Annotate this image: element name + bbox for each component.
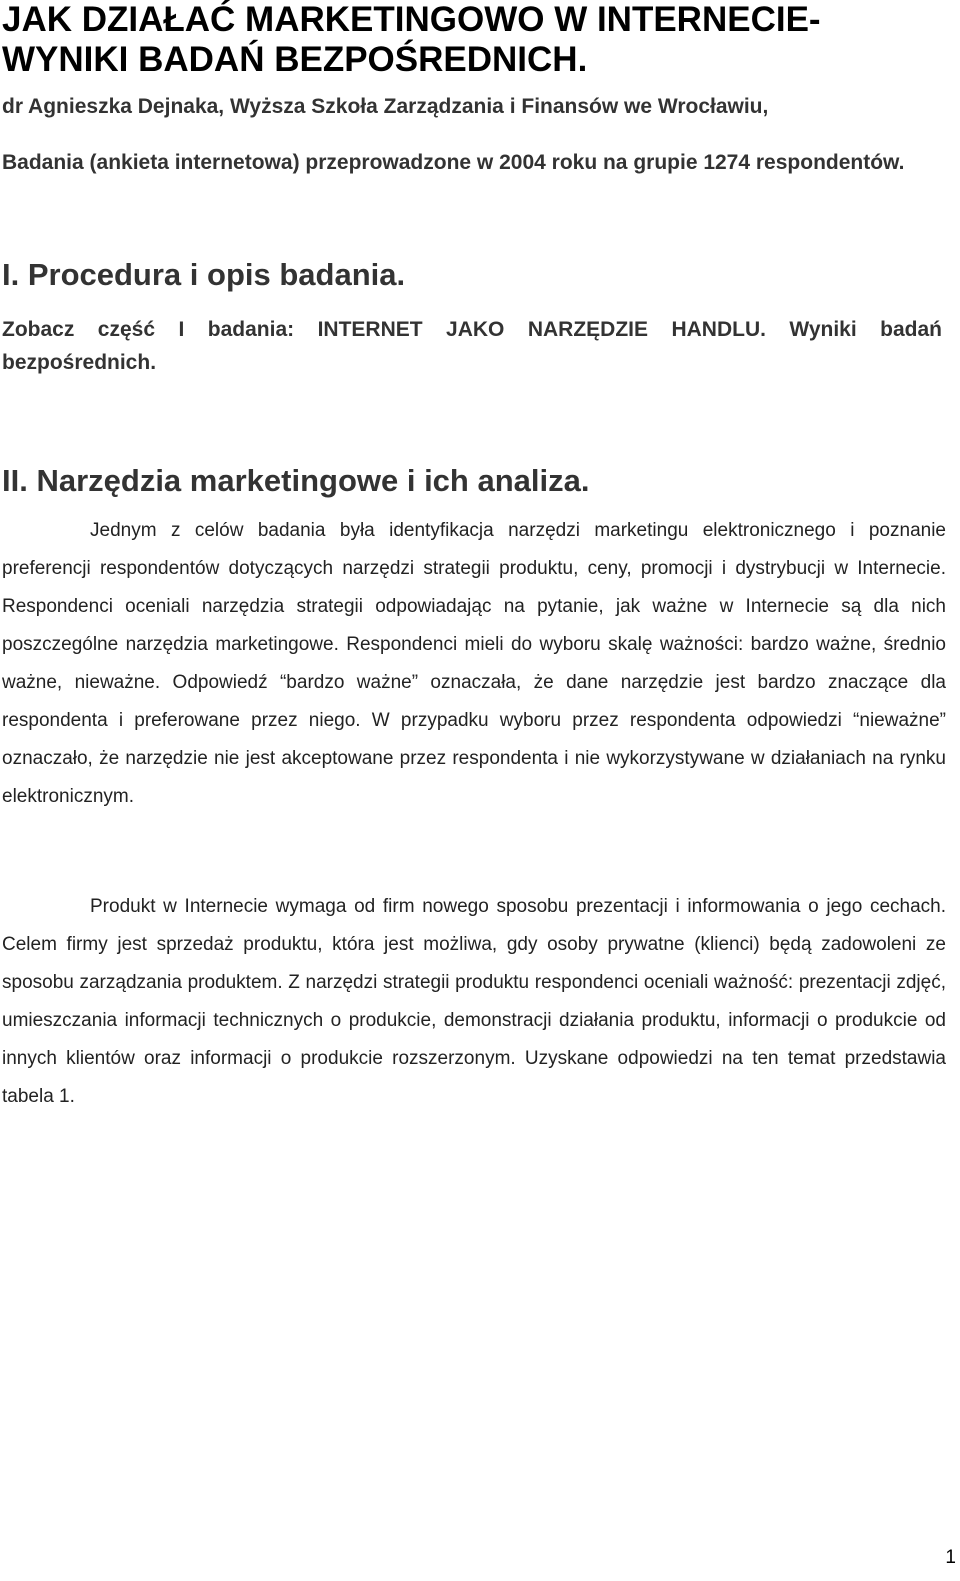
page-number: 1 [945,1547,956,1568]
see-also-note: Zobacz część I badania: INTERNET JAKO NARZĘDZIE HANDLU. Wyniki badań bezpośrednich. [2,318,942,374]
body-paragraph-1: Jednym z celów badania była identyfikacja narzędzi marketingu elektronicznego i poznanie preferencji respondentów dotyczących narzędzi strategii produktu, ceny, promocji i dystrybucji w Internecie. Respondenci oceniali narzędzia strategii odpowiadając na pytanie, jak ważne w Internecie są dla nich poszczególne narzędzia marketingowe. Respondenci mieli do wyboru skalę ważności: bardzo ważne, średnio ważne, nieważne. Odpowiedź “bardzo ważne” oznaczała, że dane narzędzie jest bardzo znaczące dla respondenta i preferowane przez niego. W przypadku wyboru przez respondenta odpowiedzi “nieważne” oznaczało, że narzędzie nie jest akceptowane przez respondenta i nie wykorzystywane w działaniach na rynku elektronicznym. [2,520,946,807]
research-note: Badania (ankieta internetowa) przeprowadzone w 2004 roku na grupie 1274 respondentów. [2,151,905,174]
section-heading-tools: II. Narzędzia marketingowe i ich analiza. [2,463,590,498]
document-title: JAK DZIAŁAĆ MARKETINGOWO W INTERNECIE- WYNIKI BADAŃ BEZPOŚREDNICH. [2,0,821,79]
section-heading-procedure: I. Procedura i opis badania. [2,257,406,292]
body-paragraph-2: Produkt w Internecie wymaga od firm nowego sposobu prezentacji i informowania o jego cechach. Celem firmy jest sprzedaż produktu, która jest możliwa, gdy osoby prywatne (klienci) będą zadowoleni ze sposobu zarządzania produktem. Z narzędzi strategii produktu respondenci oceniali ważność: prezentacji zdjęć, umieszczania informacji technicznych o produkcie, demonstracji działania produktu, informacji o produkcie od innych klientów oraz informacji o produkcie rozszerzonym. Uzyskane odpowiedzi na ten temat przedstawia tabela 1. [2,896,946,1107]
author-line: dr Agnieszka Dejnaka, Wyższa Szkoła Zarządzania i Finansów we Wrocławiu, [2,95,769,118]
